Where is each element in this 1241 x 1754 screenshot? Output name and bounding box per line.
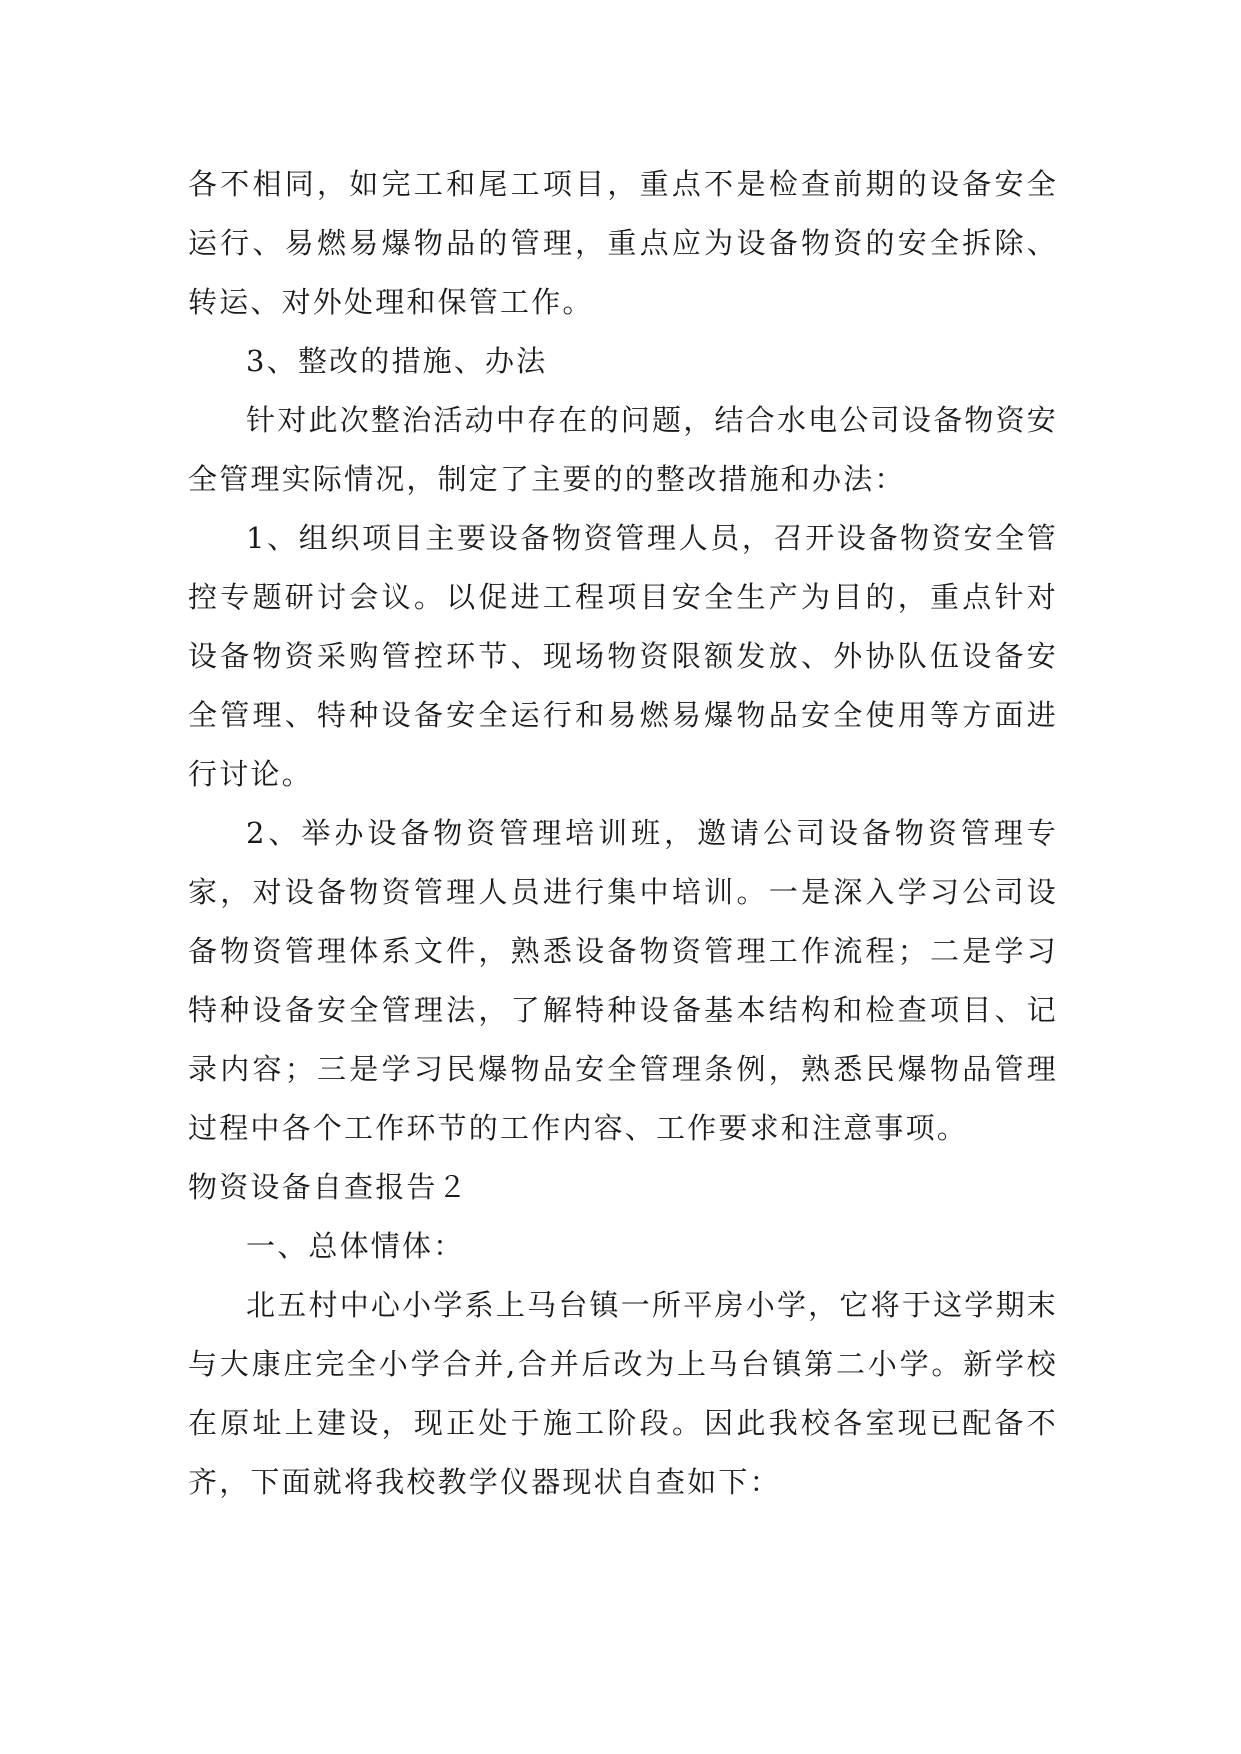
report-title-2: 物资设备自查报告２	[188, 1170, 469, 1204]
paragraph-continuation: 各不相同，如完工和尾工项目，重点不是检查前期的设备安全运行、易燃易爆物品的管理，重点应为设备物资的安全拆除、转运、对外处理和保管工作。	[188, 167, 1058, 319]
paragraph-intro-measures: 针对此次整治活动中存在的问题，结合水电公司设备物资安全管理实际情况，制定了主要的的整改措施和办法：	[188, 403, 1058, 496]
paragraph-measure-2: 2、举办设备物资管理培训班，邀请公司设备物资管理专家，对设备物资管理人员进行集中培训。一是深入学习公司设备物资管理体系文件，熟悉设备物资管理工作流程；二是学习特种设备安全管理法，了解特种设备基本结构和检查项目、记录内容；三是学习民爆物品安全管理条例，熟悉民爆物品管理过程中各个工作环节的工作内容、工作要求和注意事项。	[188, 816, 1058, 1145]
document-body	[188, 155, 1058, 1512]
paragraph-measure-1: 1、组织项目主要设备物资管理人员，召开设备物资安全管控专题研讨会议。以促进工程项目安全生产为目的，重点针对设备物资采购管控环节、现场物资限额发放、外协队伍设备安全管理、特种设备安全运行和易燃易爆物品安全使用等方面进行讨论。	[188, 521, 1058, 791]
section-heading-rectification: 3、整改的措施、办法	[246, 344, 548, 378]
paragraph-school-overview: 北五村中心小学系上马台镇一所平房小学，它将于这学期末与大康庄完全小学合并,合并后改为上马台镇第二小学。新学校在原址上建设，现正处于施工阶段。因此我校各室现已配备不齐，下面就将我校教学仪器现状自查如下：	[188, 1288, 1058, 1499]
section-heading-overview: 一、总体情体：	[246, 1229, 465, 1263]
